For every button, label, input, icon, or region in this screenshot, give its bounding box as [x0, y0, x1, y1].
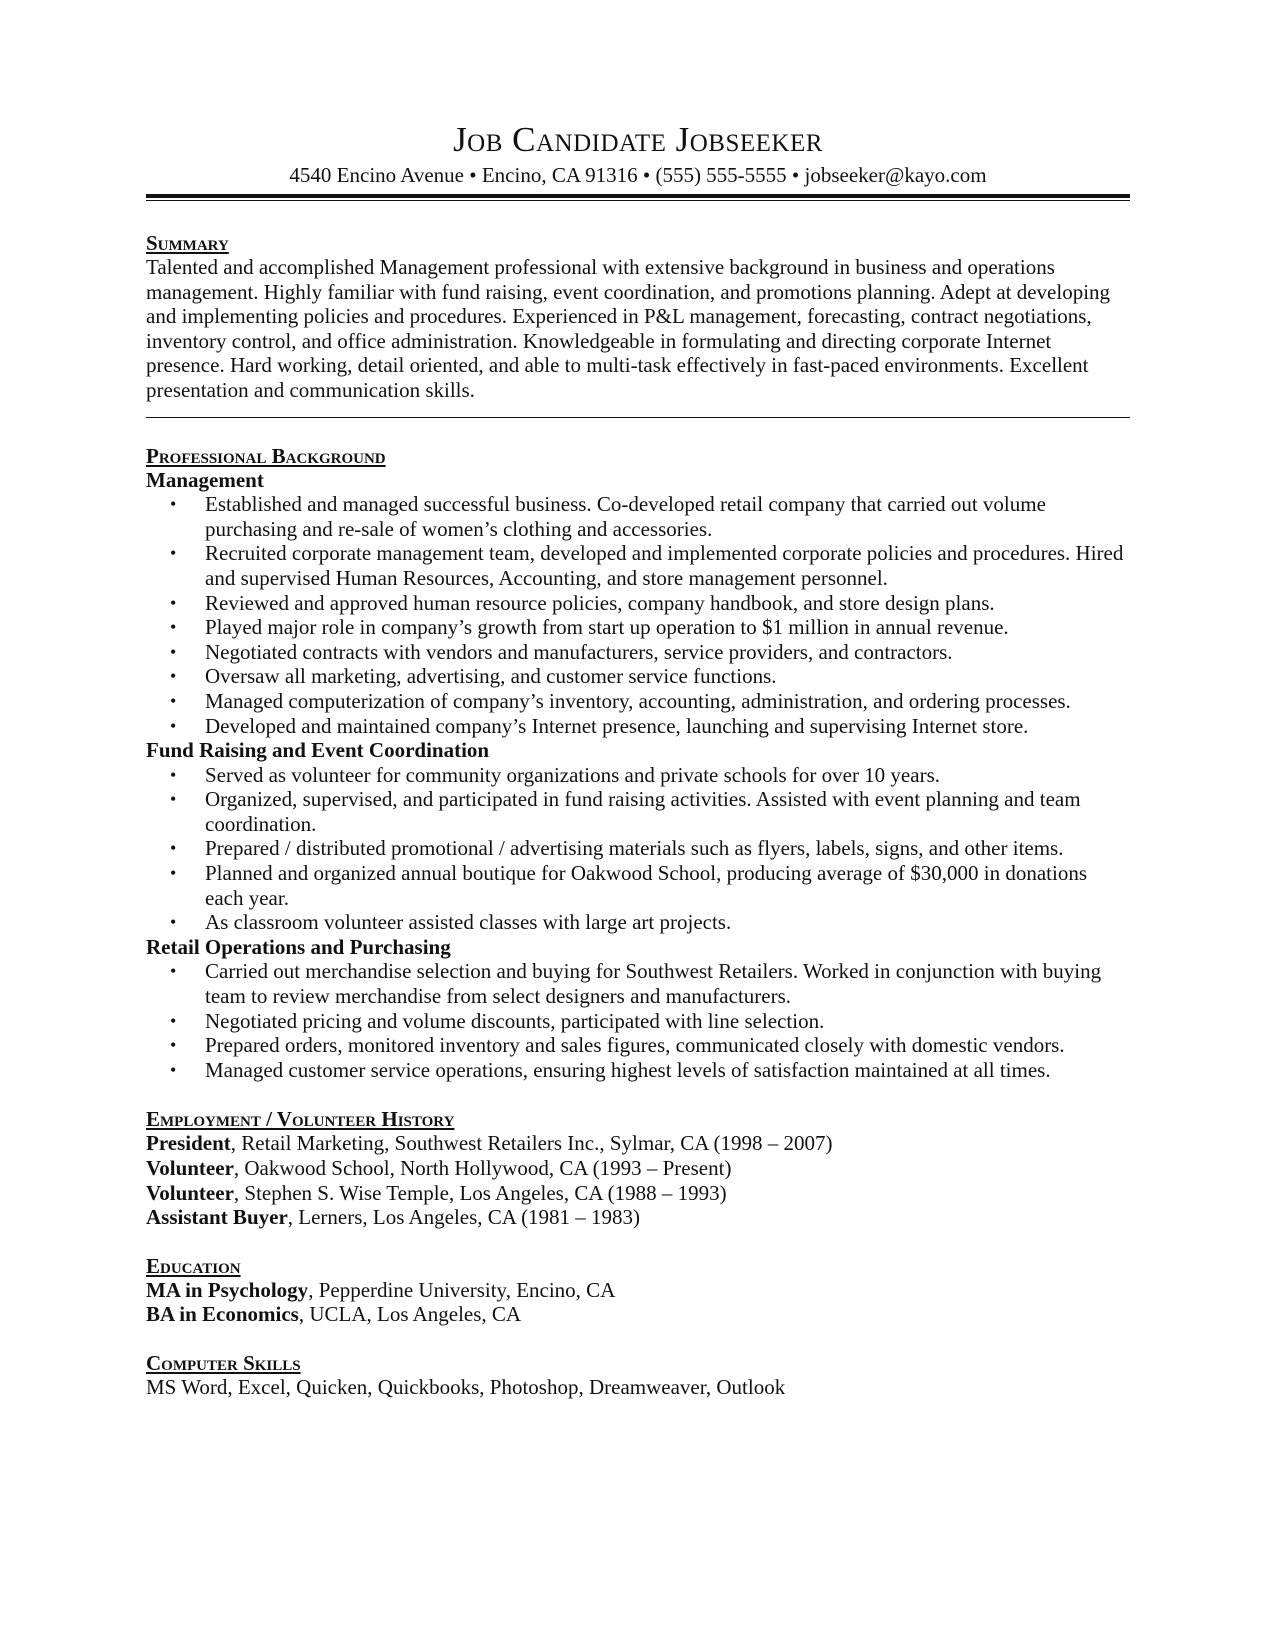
employment-history-heading: Employment / Volunteer History — [146, 1107, 455, 1132]
group-title: Retail Operations and Purchasing — [146, 934, 451, 959]
list-item — [146, 541, 1130, 590]
bullet-icon: • — [170, 617, 177, 638]
list-item — [146, 910, 1130, 935]
history-entry — [146, 1205, 1130, 1230]
bullet-icon: • — [170, 715, 177, 736]
list-item — [146, 763, 1130, 788]
list-item — [146, 664, 1130, 689]
list-item — [146, 959, 1130, 1008]
list-item-text: Prepared / distributed promotional / advertising materials such as flyers, labels, signs, and other items. — [205, 836, 1064, 861]
header-divider — [146, 194, 1130, 201]
bullet-icon: • — [170, 543, 177, 564]
list-item — [146, 836, 1130, 861]
history-entry — [146, 1131, 1130, 1156]
list-item-text: Oversaw all marketing, advertising, and customer service functions. — [205, 664, 777, 689]
list-item-text: Negotiated pricing and volume discounts, participated with line selection. — [205, 1008, 825, 1033]
history-entry — [146, 1156, 1130, 1181]
education-entry — [146, 1278, 1130, 1303]
list-item-text: Served as volunteer for community organizations and private schools for over 10 years. — [205, 762, 940, 787]
education-degree: BA in Economics — [146, 1302, 299, 1327]
resume-page — [146, 120, 1130, 1400]
list-item-text: Established and managed successful business. Co-developed retail company that carried out volume purchasing and re-sale of women’s clothing and accessories. — [205, 492, 1046, 541]
education-entry — [146, 1302, 1130, 1327]
list-item — [146, 787, 1130, 836]
list-item-text: Managed computerization of company’s inventory, accounting, administration, and ordering processes. — [205, 688, 1071, 713]
list-item — [146, 591, 1130, 616]
education-heading: Education — [146, 1253, 241, 1278]
bullet-icon: • — [170, 641, 177, 662]
background-group-retail-operations — [146, 935, 1130, 1083]
group-title: Fund Raising and Event Coordination — [146, 738, 490, 763]
education-detail: , UCLA, Los Angeles, CA — [298, 1302, 522, 1327]
history-role: Volunteer — [146, 1156, 234, 1180]
education-degree: MA in Psychology — [146, 1277, 309, 1302]
list-item — [146, 689, 1130, 714]
bullet-icon: • — [170, 789, 177, 810]
list-item — [146, 1033, 1130, 1058]
list-item — [146, 1009, 1130, 1034]
list-item — [146, 861, 1130, 910]
history-entry — [146, 1181, 1130, 1206]
history-detail: , Stephen S. Wise Temple, Los Angeles, CA (1988 – 1993) — [233, 1180, 727, 1205]
bullet-icon: • — [170, 690, 177, 711]
list-item-text: As classroom volunteer assisted classes with large art projects. — [205, 910, 732, 935]
list-item — [146, 714, 1130, 739]
bullet-list — [146, 763, 1130, 935]
bullet-icon: • — [170, 494, 177, 515]
professional-background-heading: Professional Background — [146, 443, 386, 468]
background-group-management — [146, 468, 1130, 739]
employment-history-section — [146, 1107, 1130, 1229]
resume-header — [146, 120, 1130, 201]
bullet-icon: • — [170, 912, 177, 933]
bullet-icon: • — [170, 666, 177, 687]
history-detail: , Lerners, Los Angeles, CA (1981 – 1983) — [287, 1205, 641, 1230]
list-item-text: Played major role in company’s growth from start up operation to $1 million in annual revenue. — [205, 615, 1009, 640]
list-item — [146, 615, 1130, 640]
summary-divider — [146, 417, 1130, 418]
history-role: Volunteer — [146, 1180, 234, 1205]
history-role: President — [146, 1131, 231, 1156]
bullet-list — [146, 959, 1130, 1082]
list-item — [146, 492, 1130, 541]
history-detail: , Oakwood School, North Hollywood, CA (1993 – Present) — [233, 1156, 732, 1180]
list-item-text: Carried out merchandise selection and buying for Southwest Retailers. Worked in conjunction with buying team to review merchandise from select designers and manufacturers. — [205, 959, 1102, 1009]
bullet-icon: • — [170, 838, 177, 859]
history-role: Assistant Buyer — [146, 1205, 288, 1230]
list-item-text: Recruited corporate management team, developed and implemented corporate policies and procedures. Hired and supervised Human Resources, Accounting, and store management personnel. — [205, 541, 1124, 590]
history-detail: , Retail Marketing, Southwest Retailers Inc., Sylmar, CA (1998 – 2007) — [230, 1131, 833, 1156]
bullet-icon: • — [170, 592, 177, 613]
summary-section — [146, 231, 1130, 418]
list-item-text: Negotiated contracts with vendors and manufacturers, service providers, and contractors. — [205, 639, 953, 664]
computer-skills-heading: Computer Skills — [146, 1350, 301, 1375]
list-item-text: Managed customer service operations, ensuring highest levels of satisfaction maintained at all times. — [205, 1057, 1051, 1082]
computer-skills-text: MS Word, Excel, Quicken, Quickbooks, Photoshop, Dreamweaver, Outlook — [146, 1374, 786, 1399]
list-item-text: Planned and organized annual boutique for Oakwood School, producing average of $30,000 in donations each year. — [205, 861, 1087, 910]
list-item — [146, 640, 1130, 665]
background-group-fund-raising — [146, 738, 1130, 935]
group-title: Management — [146, 467, 264, 492]
candidate-name: Job Candidate Jobseeker — [453, 120, 823, 159]
list-item-text: Developed and maintained company’s Internet presence, launching and supervising Internet store. — [205, 713, 1029, 738]
bullet-icon: • — [170, 1059, 177, 1080]
bullet-icon: • — [170, 961, 177, 982]
education-detail: , Pepperdine University, Encino, CA — [308, 1277, 616, 1302]
bullet-icon: • — [170, 764, 177, 785]
bullet-list — [146, 492, 1130, 738]
list-item-text: Reviewed and approved human resource policies, company handbook, and store design plans. — [205, 590, 995, 615]
professional-background-section — [146, 444, 1130, 1083]
contact-line: 4540 Encino Avenue • Encino, CA 91316 • (555) 555-5555 • jobseeker@kayo.com — [289, 163, 987, 187]
summary-heading: Summary — [146, 231, 229, 255]
list-item — [146, 1058, 1130, 1083]
bullet-icon: • — [170, 1010, 177, 1031]
bullet-icon: • — [170, 1035, 177, 1056]
bullet-icon: • — [170, 863, 177, 884]
computer-skills-section — [146, 1351, 1130, 1400]
list-item-text: Organized, supervised, and participated in fund raising activities. Assisted with event planning and team coordination. — [205, 787, 1081, 836]
list-item-text: Prepared orders, monitored inventory and sales figures, communicated closely with domestic vendors. — [205, 1033, 1065, 1058]
education-section — [146, 1254, 1130, 1327]
summary-text: Talented and accomplished Management professional with extensive background in business and operations management. Highly familiar with fund raising, event coordination, and promotions planning. Adept at developing and implementing policies and procedures. Experienced in P&L management, forecasting, contract negotiations, inventory control, and office administration. Knowledgeable in formulating and directing corporate Internet presence. Hard working, detail oriented, and able to multi-task effectively in fast-paced environments. Excellent presentation and communication skills. — [146, 255, 1111, 402]
